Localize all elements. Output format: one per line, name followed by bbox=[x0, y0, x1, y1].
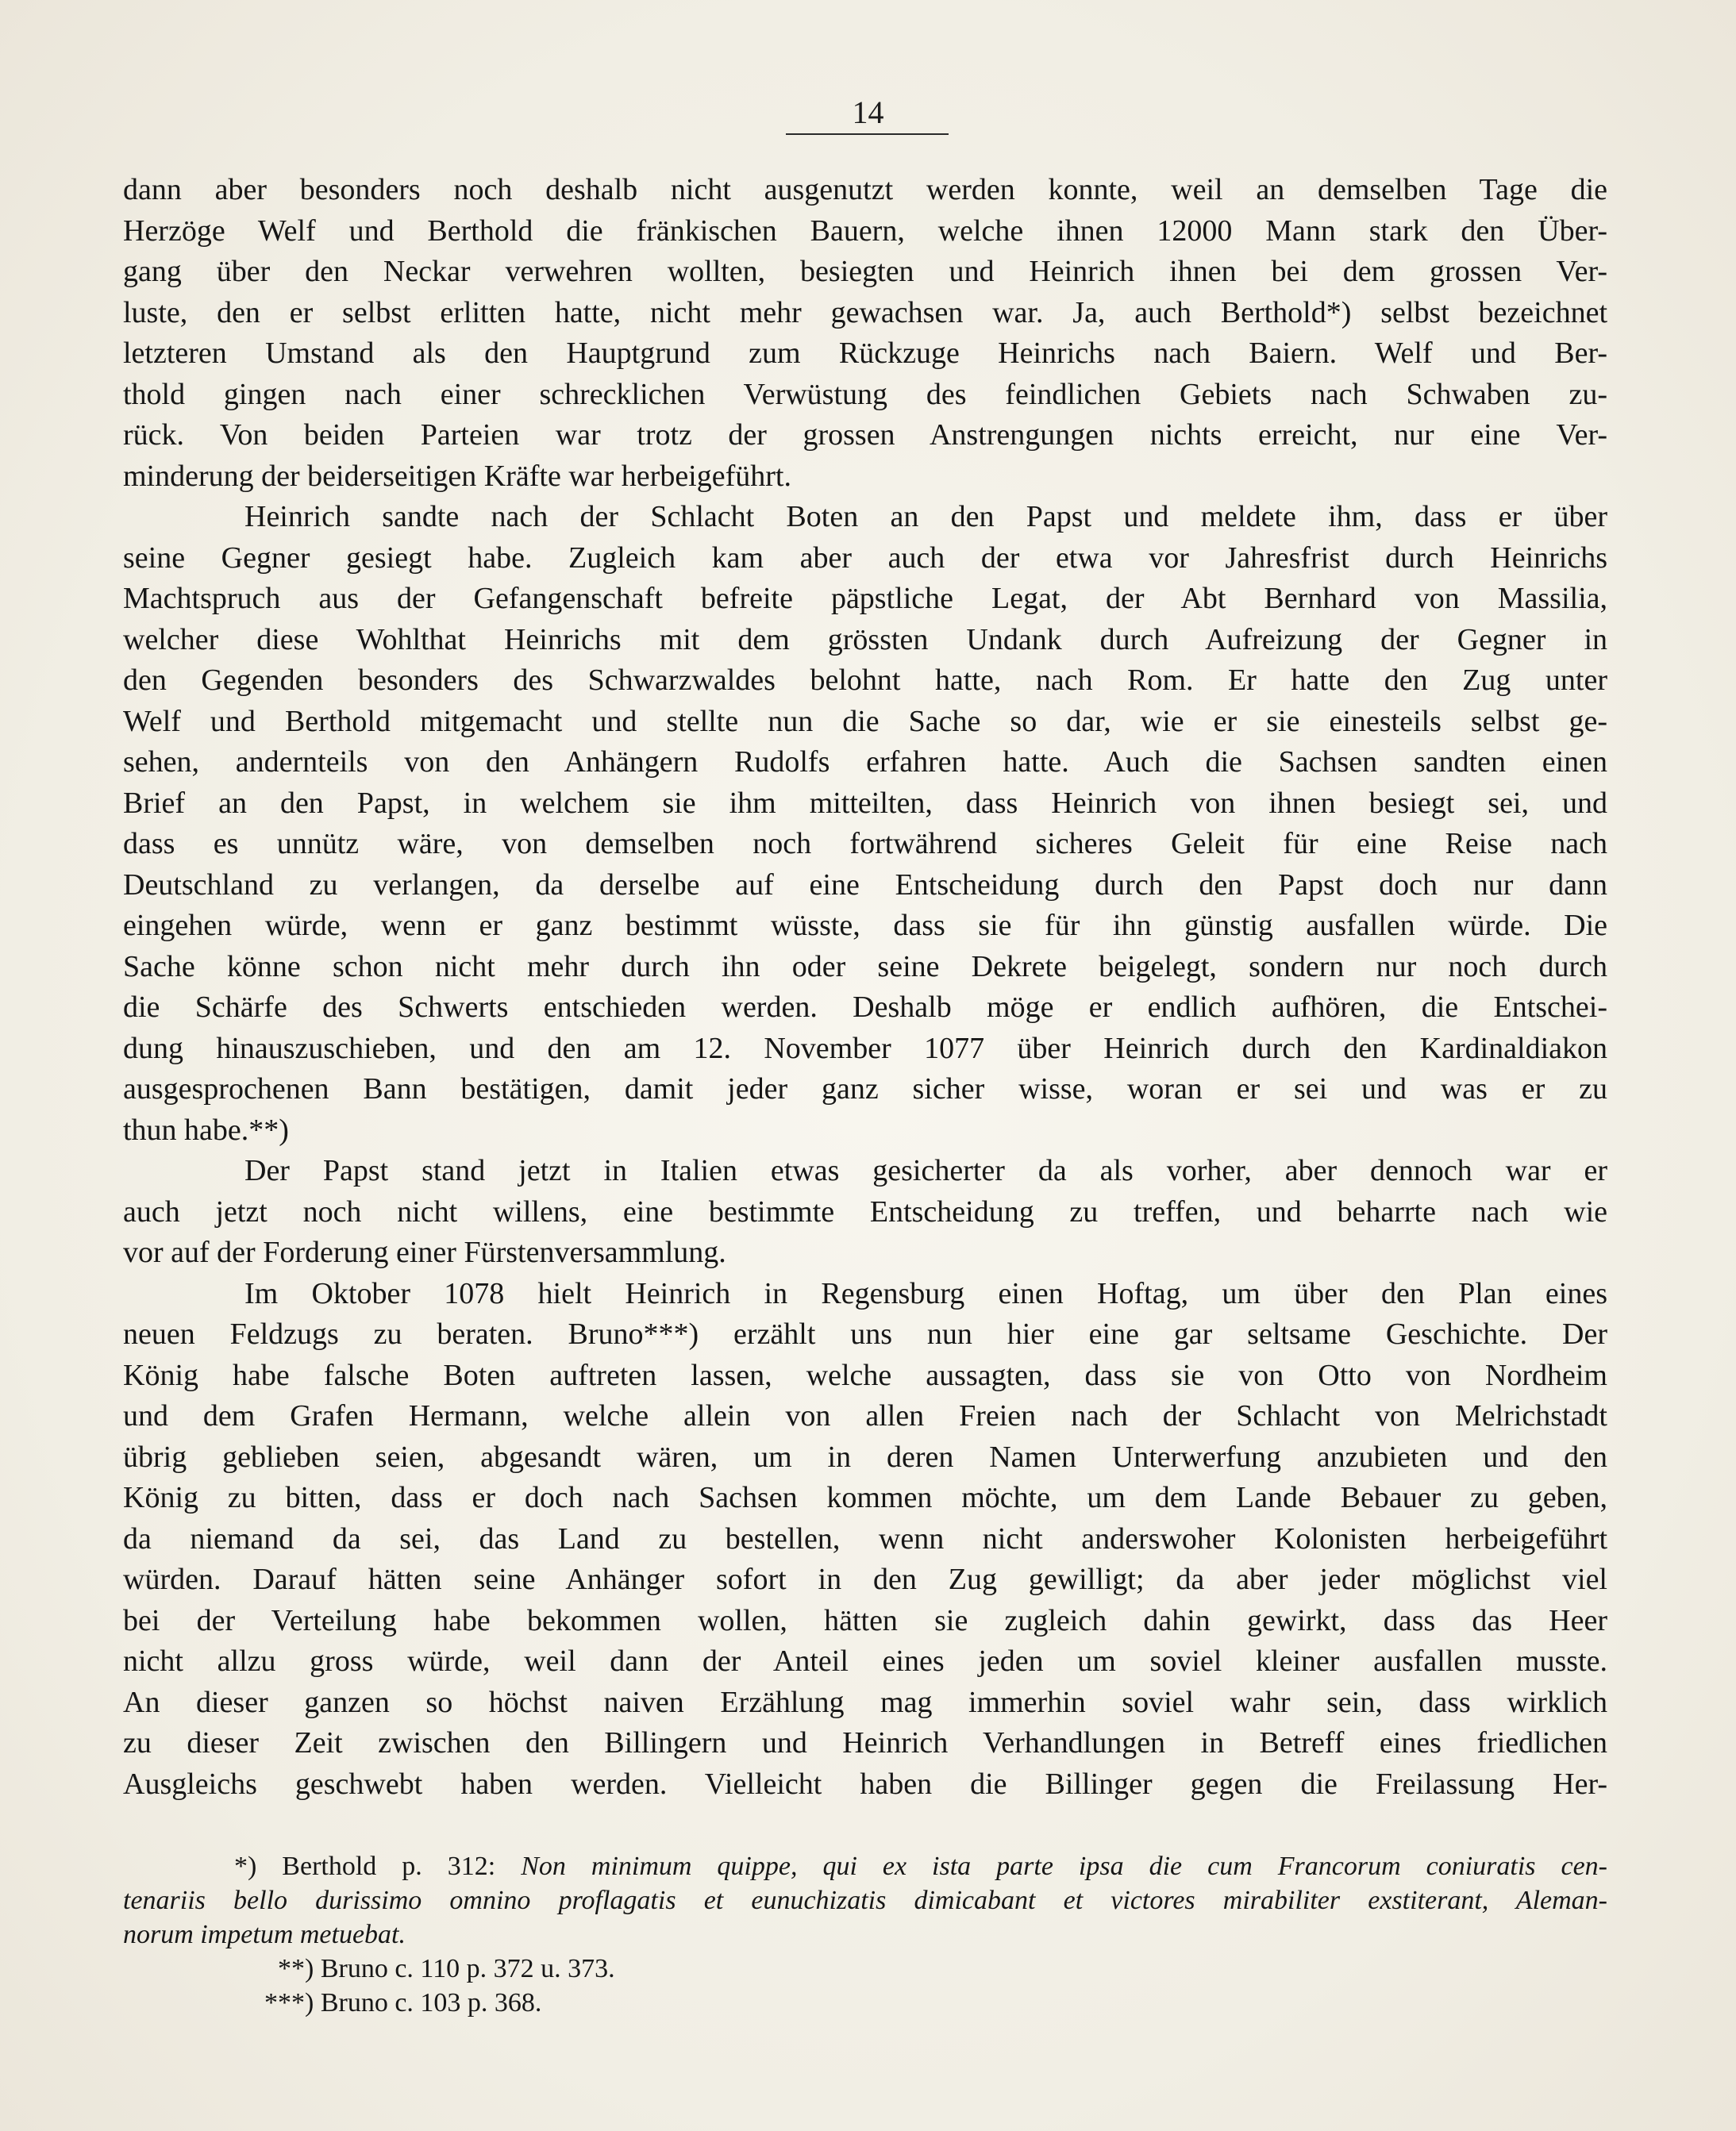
footnote-1-quote: Non minimum quippe, qui ex ista parte ipsa die cum Francorum coniuratis cen- bbox=[521, 1852, 1607, 1881]
text-line: An dieser ganzen so höchst naiven Erzählung mag immerhin soviel wahr sein, dass wirklich bbox=[123, 1685, 1607, 1719]
text-line: Der Papst stand jetzt in Italien etwas gesicherter da als vorher, aber dennoch war er bbox=[244, 1154, 1607, 1187]
text-line: seine Gegner gesiegt habe. Zugleich kam aber auch der etwa vor Jahresfrist durch Heinrichs bbox=[123, 540, 1607, 575]
footnote-1-ref: *) Berthold p. 312: bbox=[234, 1852, 522, 1881]
text-line: Herzöge Welf und Berthold die fränkischen Bauern, welche ihnen 12000 Mann stark den Über- bbox=[123, 213, 1607, 248]
text-line: die Schärfe des Schwerts entschieden werden. Deshalb möge er endlich aufhören, die Entschei- bbox=[123, 990, 1607, 1024]
text-line: Ausgleichs geschwebt haben werden. Vielleicht haben die Billinger gegen die Freilassung Her- bbox=[123, 1767, 1607, 1801]
text-line: Welf und Berthold mitgemacht und stellte nun die Sache so dar, wie er sie einesteils selbst ge- bbox=[123, 704, 1607, 738]
footnote-1-continued: norum impetum metuebat. bbox=[123, 1920, 406, 1949]
header-rule bbox=[786, 133, 949, 135]
footnote-1 bbox=[123, 1849, 1607, 1883]
text-line bbox=[123, 1805, 1607, 1846]
page-number: 14 bbox=[852, 94, 884, 130]
text-line: Im Oktober 1078 hielt Heinrich in Regensburg einen Hoftag, um über den Plan eines bbox=[244, 1276, 1607, 1310]
text-line: nicht allzu gross würde, weil dann der Anteil eines jeden um soviel kleiner ausfallen musste. bbox=[123, 1644, 1607, 1678]
text-line: eingehen würde, wenn er ganz bestimmt wüsste, dass sie für ihn günstig ausfallen würde. Die bbox=[123, 909, 1607, 942]
text-line: luste, den er selbst erlitten hatte, nicht mehr gewachsen war. Ja, auch Berthold*) selbst bezeichnet bbox=[123, 295, 1607, 329]
footnote-1-continued: tenariis bello durissimo omnino proflagatis et eunuchizatis dimicabant et victores mirabiliter exstiterant, Aleman- bbox=[123, 1886, 1607, 1915]
text-line: den Gegenden besonders des Schwarzwaldes belohnt hatte, nach Rom. Er hatte den Zug unter bbox=[123, 664, 1607, 697]
text-line: auch jetzt noch nicht willens, eine bestimmte Entscheidung zu treffen, und beharrte nach wie bbox=[123, 1194, 1607, 1229]
text-line: bei der Verteilung habe bekommen wollen, hätten sie zugleich dahin gewirkt, dass das Heer bbox=[123, 1603, 1607, 1637]
footnotes bbox=[123, 1849, 1607, 2020]
body-text bbox=[123, 170, 1607, 1846]
text-line: ausgesprochenen Bann bestätigen, damit jeder ganz sicher wisse, woran er sei und was er zu bbox=[123, 1072, 1607, 1106]
text-line: und dem Grafen Hermann, welche allein von allen Freien nach der Schlacht von Melrichstadt bbox=[123, 1399, 1607, 1433]
text-line: dass es unnütz wäre, von demselben noch fortwährend sicheres Geleit für eine Reise nach bbox=[123, 827, 1607, 860]
text-line: würden. Darauf hätten seine Anhänger sofort in den Zug gewilligt; da aber jeder möglichst viel bbox=[123, 1563, 1607, 1596]
text-line: minderung der beiderseitigen Kräfte war herbeigeführt. bbox=[123, 459, 791, 493]
text-line: thun habe.**) bbox=[123, 1113, 289, 1147]
text-line: Brief an den Papst, in welchem sie ihm mitteilten, dass Heinrich von ihnen besiegt sei, und bbox=[123, 786, 1607, 820]
text-line: König habe falsche Boten auftreten lassen, welche aussagten, dass sie von Otto von Nordheim bbox=[123, 1358, 1607, 1392]
text-line: zu dieser Zeit zwischen den Billingern und Heinrich Verhandlungen in Betreff eines friedlichen bbox=[123, 1726, 1607, 1760]
text-line: dung hinauszuschieben, und den am 12. November 1077 über Heinrich durch den Kardinaldiakon bbox=[123, 1031, 1607, 1065]
text-line: welcher diese Wohlthat Heinrichs mit dem grössten Undank durch Aufreizung der Gegner in bbox=[123, 622, 1607, 656]
footnote-2: **) Bruno c. 110 p. 372 u. 373. bbox=[278, 1954, 615, 1983]
text-line: Machtspruch aus der Gefangenschaft befreite päpstliche Legat, der Abt Bernhard von Massilia, bbox=[123, 582, 1607, 615]
footnote-3: ***) Bruno c. 103 p. 368. bbox=[264, 1988, 542, 2018]
text-line: neuen Feldzugs zu beraten. Bruno***) erzählt uns nun hier eine gar seltsame Geschichte. Der bbox=[123, 1317, 1607, 1351]
text-line: letzteren Umstand als den Hauptgrund zum Rückzuge Heinrichs nach Baiern. Welf und Ber- bbox=[123, 337, 1607, 370]
text-line: da niemand da sei, das Land zu bestellen, wenn nicht anderswoher Kolonisten herbeigeführt bbox=[123, 1521, 1607, 1556]
text-line: dann aber besonders noch deshalb nicht ausgenutzt werden konnte, weil an demselben Tage die bbox=[123, 173, 1607, 206]
text-line: Sache könne schon nicht mehr durch ihn oder seine Dekrete beigelegt, sondern nur noch durch bbox=[123, 949, 1607, 983]
text-line: gang über den Neckar verwehren wollten, besiegten und Heinrich ihnen bei dem grossen Ver- bbox=[123, 255, 1607, 288]
text-line: übrig geblieben seien, abgesandt wären, um in deren Namen Unterwerfung anzubieten und den bbox=[123, 1440, 1607, 1474]
text-line: Deutschland zu verlangen, da derselbe auf eine Entscheidung durch den Papst doch nur dann bbox=[123, 867, 1607, 902]
text-line: Heinrich sandte nach der Schlacht Boten an den Papst und meldete ihm, dass er über bbox=[244, 500, 1607, 533]
text-line: rück. Von beiden Parteien war trotz der grossen Anstrengungen nichts erreicht, nur eine Ver- bbox=[123, 418, 1607, 452]
text-line: thold gingen nach einer schrecklichen Verwüstung des feindlichen Gebiets nach Schwaben zu- bbox=[123, 377, 1607, 411]
text-line: König zu bitten, dass er doch nach Sachsen kommen möchte, um dem Lande Bebauer zu geben, bbox=[123, 1481, 1607, 1514]
text-line: vor auf der Forderung einer Fürstenversammlung. bbox=[123, 1236, 726, 1269]
text-line: sehen, andernteils von den Anhängern Rudolfs erfahren hatte. Auch die Sachsen sandten einen bbox=[123, 745, 1607, 779]
